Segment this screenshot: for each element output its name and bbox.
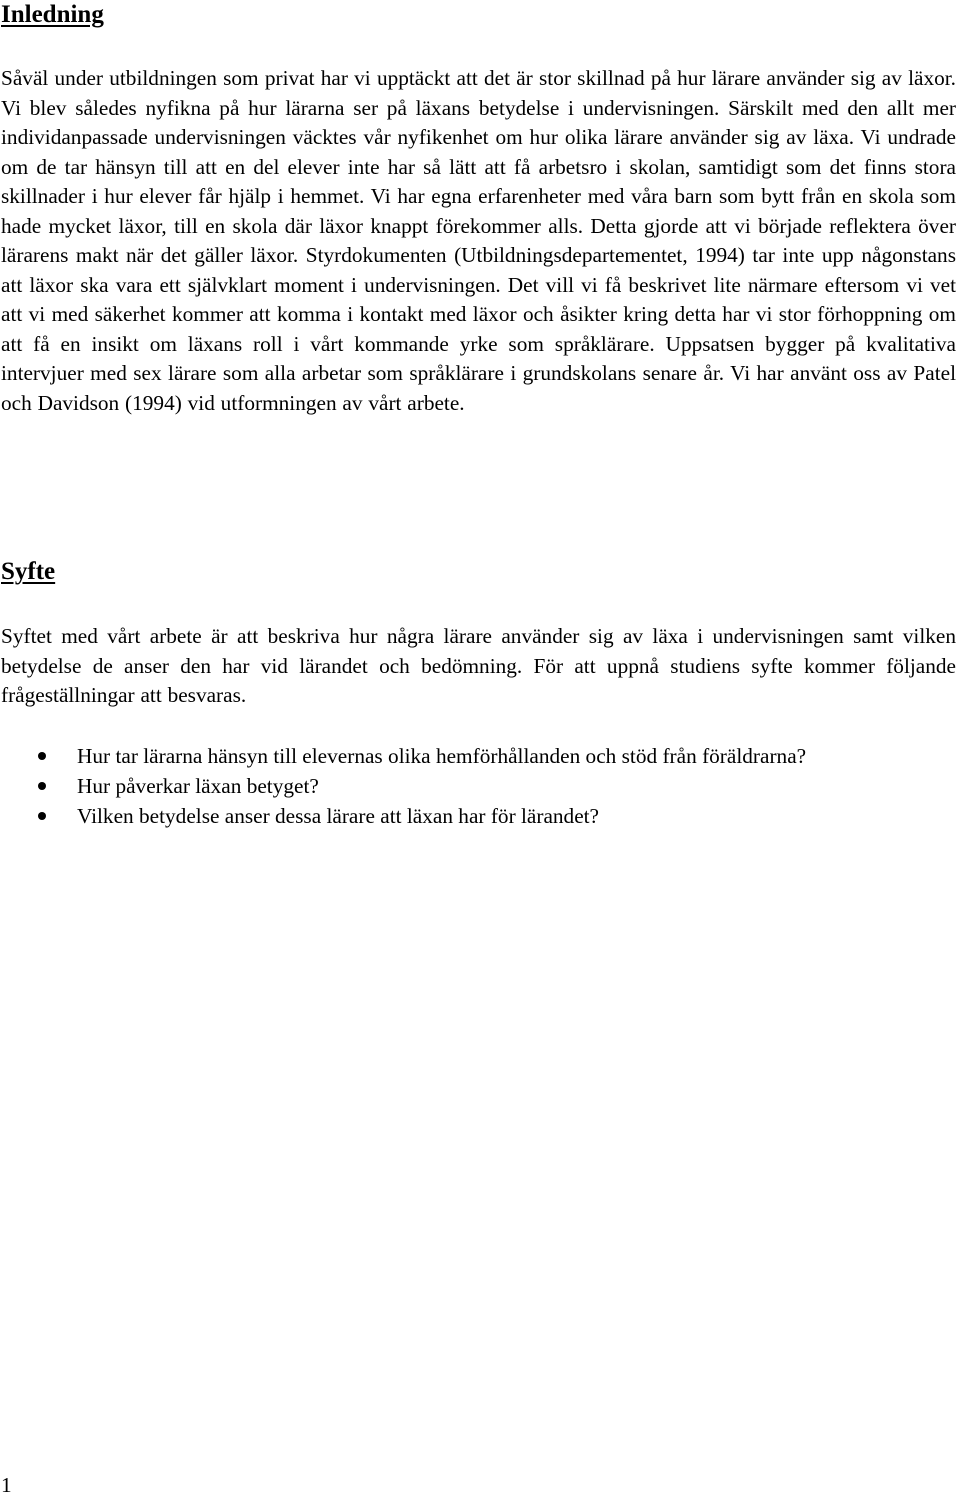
bullet-icon — [38, 782, 46, 790]
question-list — [0, 741, 955, 831]
list-item — [0, 801, 955, 831]
paragraph-syfte: Syftet med vårt arbete är att beskriva hur några lärare använder sig av läxa i undervisningen samt vilken betydelse de anser den har vid lärandet och bedömning. För att uppnå studiens syfte kommer följande frågeställningar att besvaras. — [1, 624, 956, 707]
list-item — [0, 771, 955, 801]
paragraph-inledning: Såväl under utbildningen som privat har vi upptäckt att det är stor skillnad på hur lärare använder sig av läxor. Vi blev således nyfikna på hur lärarna ser på läxans betydelse i undervisningen. Särskilt med den allt mer individanpassade undervisningen väcktes vår nyfikenhet om hur olika lärare använder sig av läxa. Vi undrade om de tar hänsyn till att en del elever inte har så lätt att få arbetsro i skolan, samtidigt som det finns stora skillnader i hur elever får hjälp i hemmet. Vi har egna erfarenheter med våra barn som bytt från en skola som hade mycket läxor, till en skola där läxor knappt förekommer alls. Detta gjorde att vi började reflektera över lärarens makt när det gäller läxor. Styrdokumenten (Utbildningsdepartementet, 1994) tar inte upp någonstans att läxor ska vara ett självklart moment i undervisningen. Det vill vi få beskrivet lite närmare eftersom vi vet att vi med säkerhet kommer att komma i kontakt med läxor och åsikter kring detta har vi stor förhoppning om att få en insikt om läxans roll i vårt kommande yrke som språklärare. Uppsatsen bygger på kvalitativa intervjuer med sex lärare som alla arbetar som språklärare i grundskolans senare år. Vi har använt oss av Patel och Davidson (1994) vid utformningen av vårt arbete. — [1, 66, 956, 415]
heading-inledning: Inledning — [1, 1, 104, 28]
bullet-icon — [38, 812, 46, 820]
question-text: Vilken betydelse anser dessa lärare att läxan har för lärandet? — [77, 804, 600, 828]
heading-syfte: Syfte — [1, 558, 56, 585]
page-number: 1 — [1, 1473, 12, 1497]
list-item — [0, 741, 955, 771]
question-text: Hur tar lärarna hänsyn till elevernas olika hemförhållanden och stöd från föräldrarna? — [77, 744, 807, 768]
bullet-icon — [38, 752, 46, 760]
question-text: Hur påverkar läxan betyget? — [77, 774, 319, 798]
